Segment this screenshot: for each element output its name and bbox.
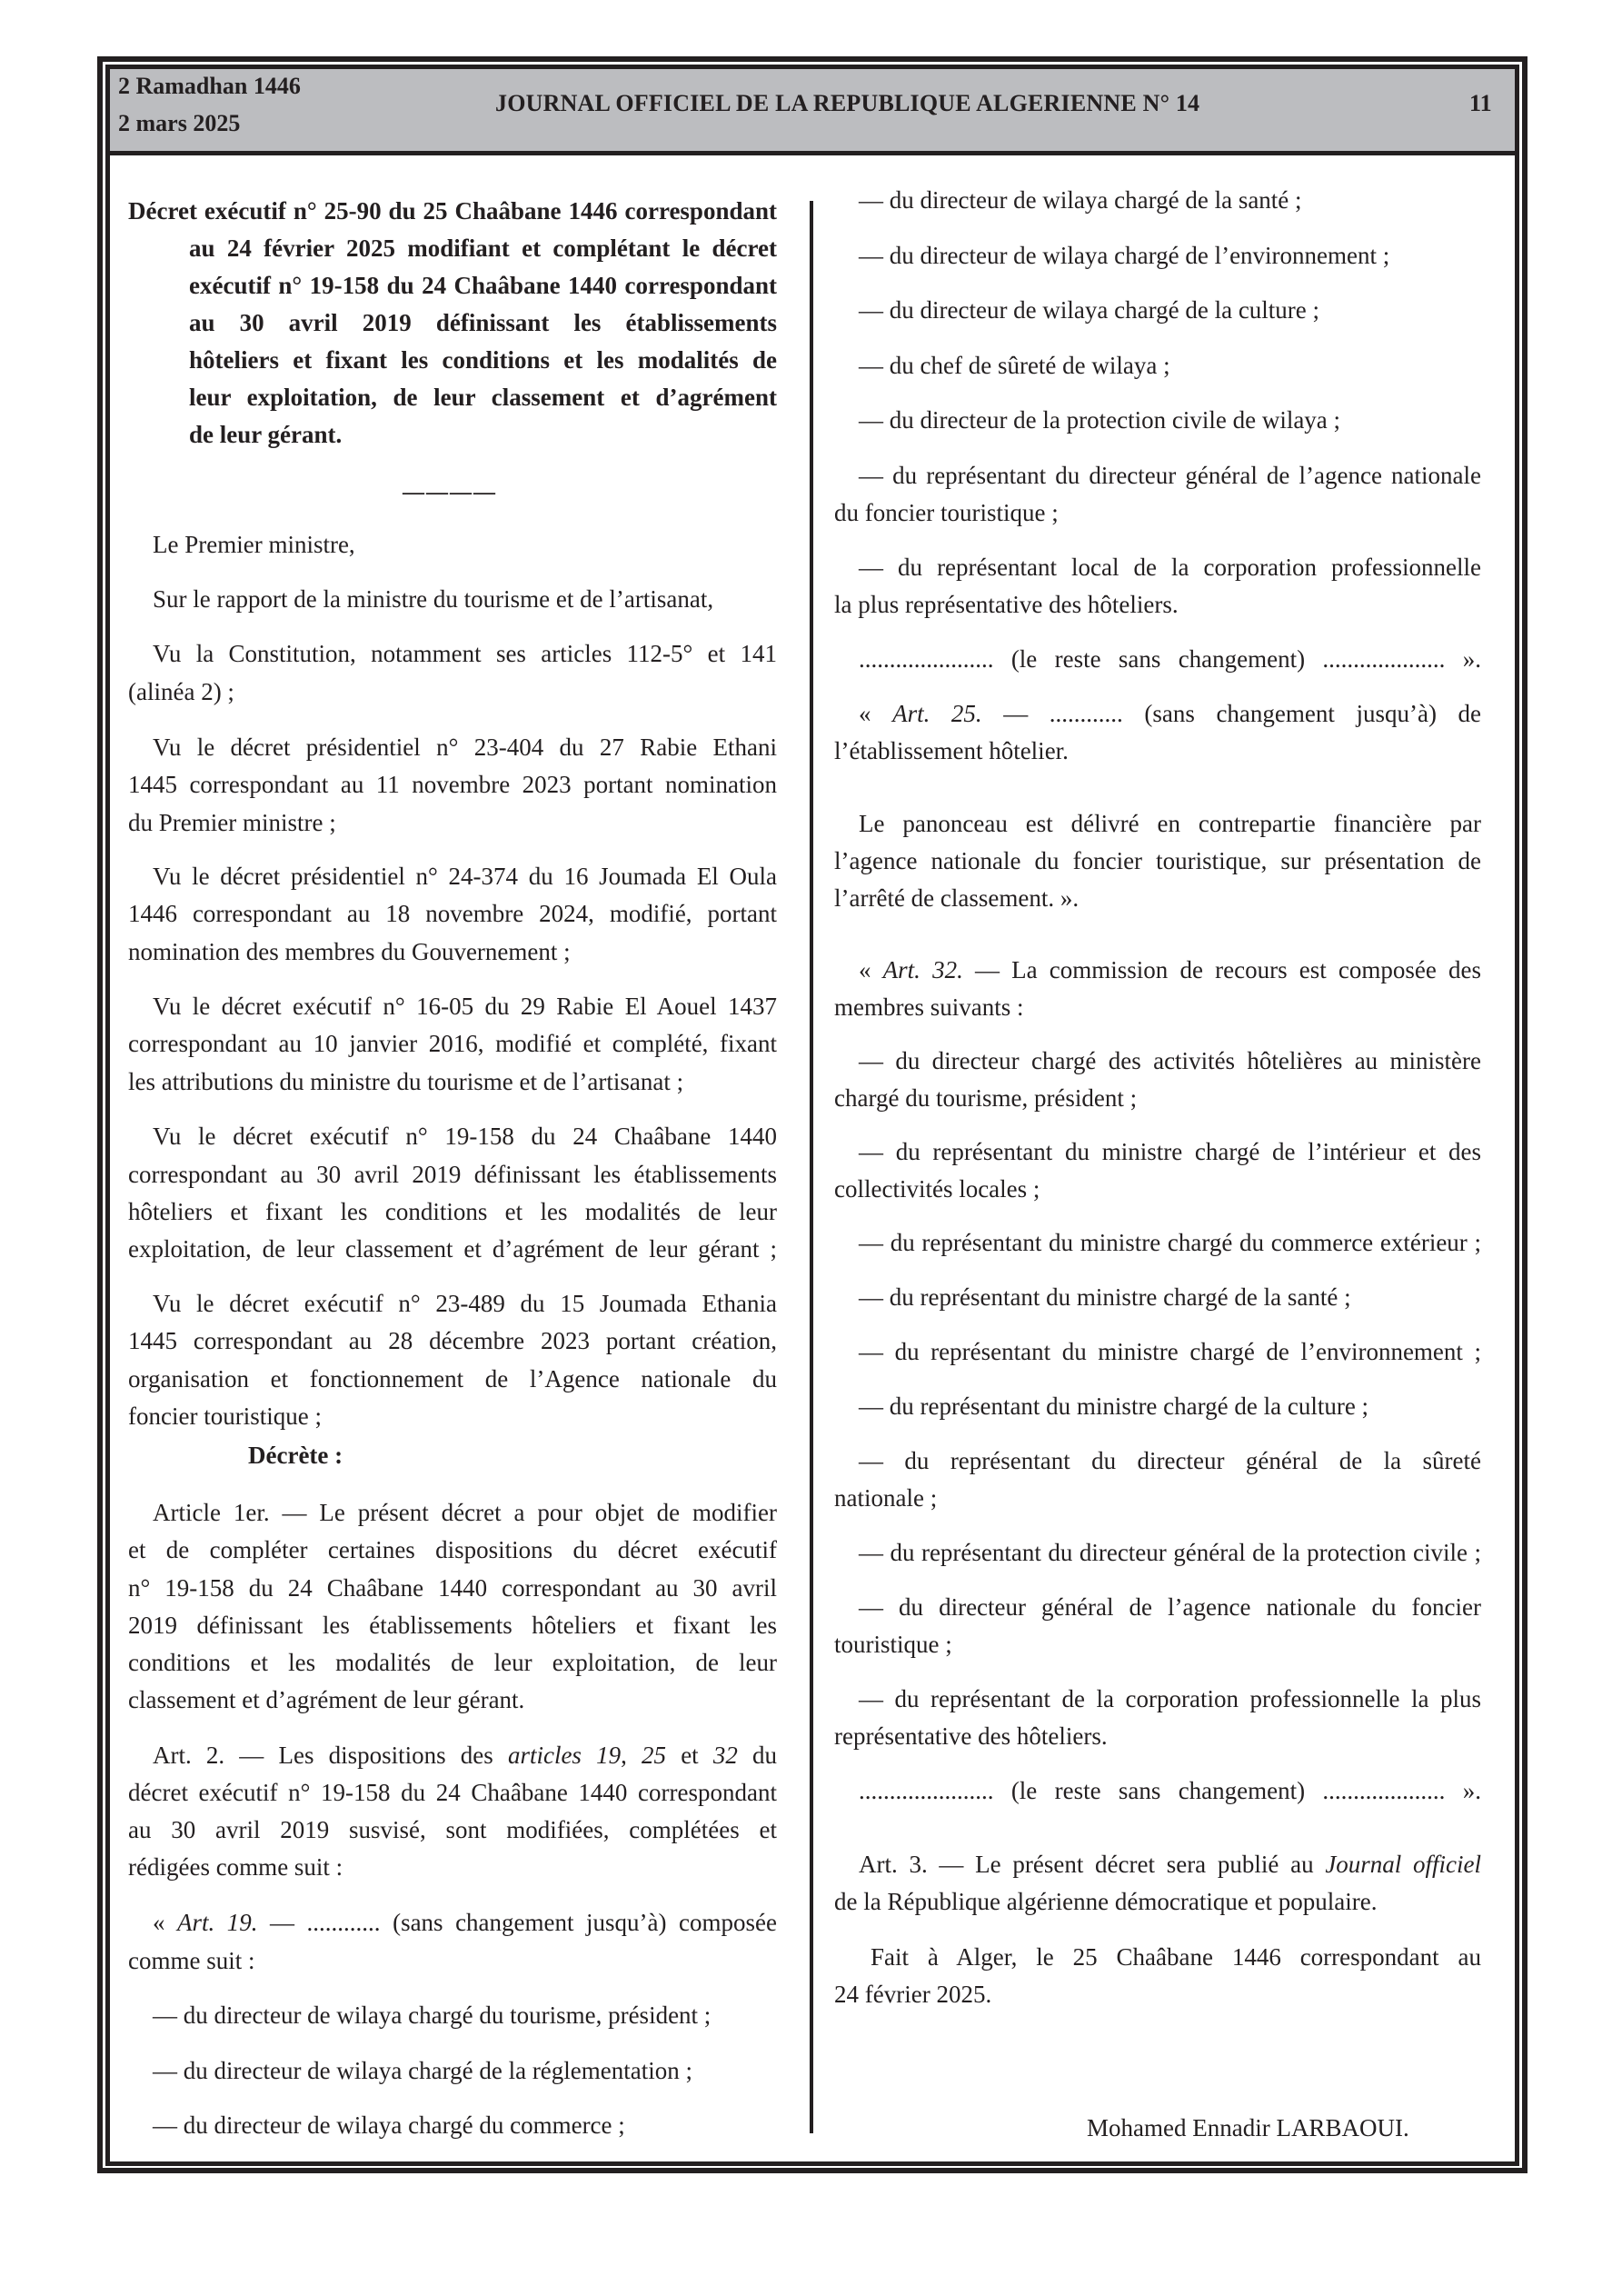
decrete-heading: Décrète :: [248, 1442, 343, 1469]
member-item: — du directeur de wilaya chargé du commerce ;: [153, 2111, 625, 2139]
reste-sans-changement: ...................... (le reste sans changement) .................... ».: [859, 1777, 1481, 1804]
italic-ref: 32: [712, 1742, 738, 1769]
premier-ministre: Le Premier ministre,: [153, 531, 355, 558]
member-item: — du directeur chargé des activités hôtelières au ministère: [859, 1047, 1481, 1074]
signature: Mohamed Ennadir LARBAOUI.: [1087, 2114, 1409, 2141]
member-item: — du représentant du directeur général de la sûreté: [859, 1447, 1481, 1474]
article-line: [834, 1849, 1481, 1880]
text-run: Art. 3. — Le présent décret sera publié au: [859, 1851, 1326, 1878]
visa-line: nomination des membres du Gouvernement ;: [128, 938, 571, 965]
member-item: — du représentant du directeur général de l’agence nationale: [859, 462, 1481, 489]
article-line: classement et d’agrément de leur gérant.: [128, 1686, 525, 1713]
header-hijri-date: 2 Ramadhan 1446: [118, 73, 301, 99]
member-item: — du directeur de wilaya chargé de la santé ;: [859, 186, 1302, 214]
italic-ref: Journal officiel: [1325, 1851, 1482, 1878]
text-run: Art. 2. — Les dispositions des: [153, 1742, 508, 1769]
article-label: Art. 32.: [882, 956, 963, 983]
page-number: 11: [1469, 90, 1492, 116]
decree-title-line: Décret exécutif n° 25-90 du 25 Chaâbane 1446 correspondant: [128, 197, 777, 225]
text-run: — ............ (sans changement jusqu’à) de: [981, 700, 1481, 727]
visa-line: correspondant au 30 avril 2019 définissant les établissements: [128, 1161, 777, 1188]
article-line: [128, 1907, 777, 1938]
article-line: membres suivants :: [834, 993, 1024, 1021]
visa-line: Vu le décret exécutif n° 23-489 du 15 Joumada Ethania: [153, 1290, 777, 1317]
article-label: Art. 19.: [177, 1909, 258, 1936]
article-line: [128, 1740, 777, 1771]
visa-line: les attributions du ministre du tourisme et de l’artisanat ;: [128, 1068, 684, 1095]
member-item: — du directeur de la protection civile de wilaya ;: [859, 406, 1341, 434]
article-line: l’arrêté de classement. ».: [834, 884, 1080, 912]
visa-line: 1445 correspondant au 11 novembre 2023 portant nomination: [128, 771, 777, 798]
visa-line: Vu le décret exécutif n° 16-05 du 29 Rabie El Aouel 1437: [153, 993, 777, 1020]
member-item: représentative des hôteliers.: [834, 1722, 1108, 1750]
rapport-line: Sur le rapport de la ministre du tourisme et de l’artisanat,: [153, 585, 714, 613]
journal-title: JOURNAL OFFICIEL DE LA REPUBLIQUE ALGERIENNE N° 14: [495, 90, 1200, 116]
article-line: décret exécutif n° 19-158 du 24 Chaâbane 1440 correspondant: [128, 1779, 777, 1806]
member-item: touristique ;: [834, 1631, 952, 1658]
member-item: — du représentant du ministre chargé de la culture ;: [859, 1393, 1369, 1420]
decree-title-line: leur exploitation, de leur classement et d’agrément: [189, 384, 777, 411]
member-item: la plus représentative des hôteliers.: [834, 591, 1179, 618]
visa-line: 1445 correspondant au 28 décembre 2023 portant création,: [128, 1327, 777, 1354]
member-item: — du représentant du ministre chargé de la santé ;: [859, 1283, 1351, 1311]
visa-line: Vu le décret présidentiel n° 24-374 du 16 Joumada El Oula: [153, 863, 777, 890]
article-label: Art. 25.: [892, 700, 982, 727]
decree-title-line: au 24 février 2025 modifiant et complétant le décret: [189, 235, 777, 262]
header-gregorian-date: 2 mars 2025: [118, 110, 241, 136]
member-item: — du directeur de wilaya chargé de l’environnement ;: [859, 242, 1390, 269]
text-run: ,: [621, 1742, 642, 1769]
visa-line: organisation et fonctionnement de l’Agence nationale du: [128, 1365, 777, 1393]
article-line: de la République algérienne démocratique et populaire.: [834, 1888, 1378, 1915]
member-item: — du directeur général de l’agence nationale du foncier: [859, 1593, 1481, 1621]
article-line: rédigées comme suit :: [128, 1853, 343, 1881]
member-item: — du représentant de la corporation professionnelle la plus: [859, 1685, 1481, 1712]
member-item: collectivités locales ;: [834, 1175, 1040, 1203]
visa-line: 1446 correspondant au 18 novembre 2024, modifié, portant: [128, 900, 777, 927]
article-line: comme suit :: [128, 1947, 255, 1974]
visa-line: foncier touristique ;: [128, 1403, 322, 1430]
decree-title-line: exécutif n° 19-158 du 24 Chaâbane 1440 correspondant: [189, 272, 777, 299]
member-item: du foncier touristique ;: [834, 499, 1059, 526]
text-run: et: [666, 1742, 713, 1769]
visa-line: Vu la Constitution, notamment ses articles 112-5° et 141: [153, 640, 777, 667]
quote-open: «: [153, 1909, 178, 1936]
visa-line: exploitation, de leur classement et d’agrément de leur gérant ;: [128, 1235, 777, 1263]
visa-line: (alinéa 2) ;: [128, 678, 234, 705]
member-item: — du représentant du ministre chargé de l’environnement ;: [859, 1338, 1481, 1365]
member-item: — du représentant du ministre chargé du commerce extérieur ;: [859, 1229, 1481, 1256]
article-line: [834, 954, 1481, 985]
member-item: — du représentant du ministre chargé de l’intérieur et des: [859, 1138, 1481, 1165]
text-run: — La commission de recours est composée des: [962, 956, 1481, 983]
visa-line: Vu le décret exécutif n° 19-158 du 24 Chaâbane 1440: [153, 1123, 777, 1150]
article-line: Le panonceau est délivré en contrepartie financière par: [859, 810, 1481, 837]
member-item: — du directeur de wilaya chargé du tourisme, président ;: [153, 2002, 711, 2029]
article-line: conditions et les modalités de leur exploitation, de leur: [128, 1649, 777, 1676]
reste-sans-changement: ...................... (le reste sans changement) .................... ».: [859, 645, 1481, 673]
text-run: — ............ (sans changement jusqu’à) composée: [257, 1909, 777, 1936]
member-item: — du représentant local de la corporation professionnelle: [859, 554, 1481, 581]
article-line: l’établissement hôtelier.: [834, 737, 1069, 764]
italic-ref: articles 19: [507, 1742, 622, 1769]
member-item: — du chef de sûreté de wilaya ;: [859, 352, 1170, 379]
italic-ref: 25: [642, 1742, 667, 1769]
column-divider: [810, 201, 813, 2133]
visa-line: correspondant au 10 janvier 2016, modifié et complété, fixant: [128, 1030, 777, 1057]
visa-line: Vu le décret présidentiel n° 23-404 du 27 Rabie Ethani: [153, 734, 777, 761]
article-line: et de compléter certaines dispositions du décret exécutif: [128, 1536, 777, 1563]
article-line: 2019 définissant les établissements hôteliers et fixant les: [128, 1612, 777, 1639]
article-line: au 30 avril 2019 susvisé, sont modifiées, complétées et: [128, 1816, 777, 1843]
decree-title-line: de leur gérant.: [189, 421, 343, 448]
visa-line: hôteliers et fixant les conditions et les modalités de leur: [128, 1198, 777, 1225]
member-item: — du directeur de wilaya chargé de la réglementation ;: [153, 2057, 692, 2084]
quote-open: «: [859, 700, 893, 727]
decree-title-line: au 30 avril 2019 définissant les établissements: [189, 309, 777, 336]
member-item: chargé du tourisme, président ;: [834, 1084, 1138, 1112]
member-item: — du représentant du directeur général de la protection civile ;: [859, 1539, 1481, 1566]
title-separator: ————: [403, 481, 497, 504]
visa-line: du Premier ministre ;: [128, 809, 336, 836]
text-run: du: [737, 1742, 778, 1769]
article-line: n° 19-158 du 24 Chaâbane 1440 correspondant au 30 avril: [128, 1574, 777, 1602]
member-item: nationale ;: [834, 1484, 938, 1512]
member-item: — du directeur de wilaya chargé de la culture ;: [859, 296, 1320, 324]
quote-open: «: [859, 956, 883, 983]
article-line: Article 1er. — Le présent décret a pour objet de modifier: [153, 1499, 777, 1526]
fait-line: 24 février 2025.: [834, 1981, 992, 2008]
article-line: l’agence nationale du foncier touristique, sur présentation de: [834, 847, 1481, 874]
fait-line: Fait à Alger, le 25 Chaâbane 1446 correspondant au: [871, 1943, 1481, 1971]
article-line: [834, 698, 1481, 729]
decree-title-line: hôteliers et fixant les conditions et les modalités de: [189, 346, 777, 374]
